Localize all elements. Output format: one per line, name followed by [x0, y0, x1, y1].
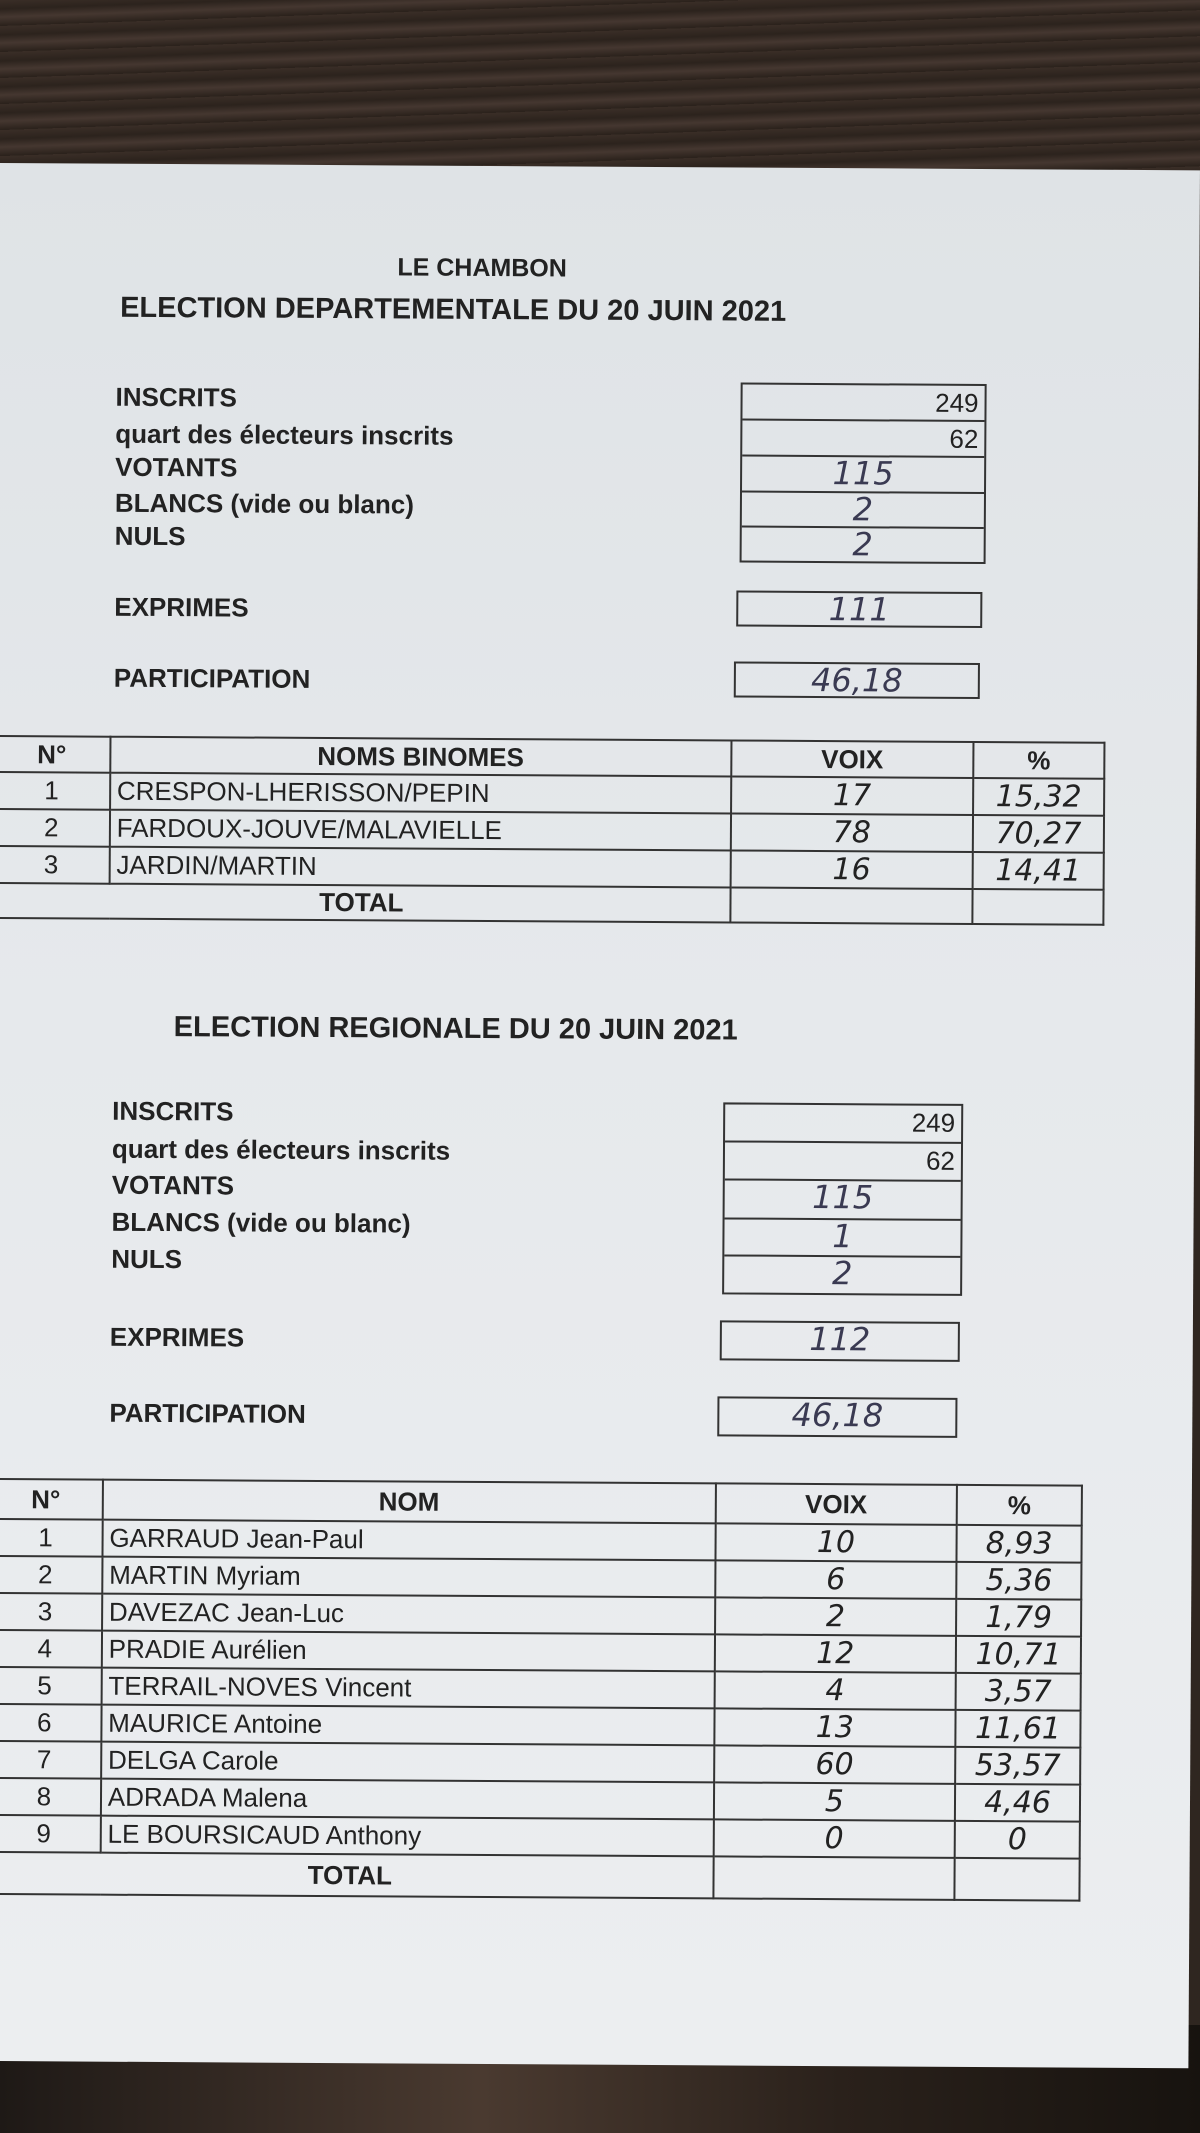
row-pct: 3,57: [956, 1673, 1081, 1711]
reg-nuls-label: NULS: [111, 1243, 183, 1275]
reg-total-pct: [954, 1858, 1079, 1901]
reg-header-pct: %: [957, 1485, 1082, 1526]
reg-votants-value: 115: [812, 1177, 874, 1217]
row-num: 1: [0, 1519, 102, 1557]
dep-total-row: [0, 883, 1104, 925]
dep-inscrits-cell: [742, 385, 984, 422]
dep-header-name: NOMS BINOMES: [110, 737, 731, 777]
reg-header-name: NOM: [102, 1480, 715, 1524]
row-name: LE BOURSICAUD Anthony: [100, 1816, 713, 1857]
departementale-results-table: [0, 735, 1105, 926]
reg-votants-label: VOTANTS: [111, 1169, 235, 1201]
row-voix: 2: [715, 1597, 957, 1635]
row-voix: 0: [713, 1819, 955, 1857]
row-voix: 12: [714, 1634, 956, 1672]
dep-inscrits-label: INSCRITS: [115, 381, 238, 413]
row-voix: 13: [714, 1708, 956, 1746]
row-pct: 14,41: [973, 852, 1104, 890]
row-num: 8: [0, 1778, 101, 1816]
reg-nuls-cell: [724, 1256, 960, 1293]
dep-participation-label: PARTICIPATION: [113, 662, 311, 694]
row-num: 6: [0, 1704, 101, 1742]
regionale-title: ELECTION REGIONALE DU 20 JUIN 2021: [173, 1011, 738, 1047]
row-voix: 5: [713, 1782, 955, 1820]
row-pct: 70,27: [973, 815, 1104, 853]
dep-exprimes-label: EXPRIMES: [114, 591, 249, 623]
row-voix: 60: [714, 1745, 956, 1783]
reg-quart-label: quart des électeurs inscrits: [111, 1133, 451, 1166]
reg-votants-cell: [725, 1177, 961, 1220]
table-surface-top: [0, 0, 1200, 175]
row-name: TERRAIL-NOVES Vincent: [101, 1668, 714, 1709]
row-name: DELGA Carole: [101, 1742, 714, 1783]
dep-header-voix: VOIX: [731, 740, 974, 777]
dep-exprimes-box: [736, 591, 982, 629]
dep-nuls-value: 2: [852, 525, 873, 564]
row-pct: 5,36: [956, 1562, 1081, 1600]
dep-total-pct: [972, 889, 1103, 925]
row-voix: 10: [715, 1523, 957, 1561]
row-num: 2: [0, 1556, 102, 1594]
row-voix: 4: [714, 1671, 956, 1709]
dep-participation-value: 46,18: [810, 660, 903, 700]
dep-participation-box: [734, 661, 980, 699]
results-sheet: [0, 163, 1200, 2068]
row-num: 3: [0, 846, 110, 884]
reg-exprimes-box: [720, 1320, 960, 1361]
row-pct: 10,71: [956, 1636, 1081, 1674]
row-name: MAURICE Antoine: [101, 1705, 714, 1746]
reg-exprimes-value: 112: [809, 1319, 871, 1359]
reg-total-label: TOTAL: [0, 1852, 713, 1898]
row-pct: 11,61: [955, 1710, 1080, 1748]
dep-quart-value: 62: [949, 423, 979, 454]
dep-blancs-cell: [742, 490, 984, 529]
row-voix: 78: [730, 813, 973, 851]
reg-header-voix: VOIX: [715, 1483, 957, 1524]
row-name: ADRADA Malena: [101, 1779, 714, 1820]
dep-quart-label: quart des électeurs inscrits: [115, 418, 454, 451]
reg-inscrits-value: 249: [911, 1107, 956, 1138]
row-num: 9: [0, 1815, 101, 1853]
reg-quart-cell: [725, 1142, 961, 1181]
row-pct: 0: [955, 1821, 1080, 1859]
row-voix: 16: [730, 850, 973, 888]
dep-votants-cell: [742, 454, 984, 494]
reg-total-voix: [713, 1856, 955, 1899]
row-name: JARDIN/MARTIN: [109, 847, 730, 888]
dep-nuls-cell: [742, 525, 984, 564]
commune-title: LE CHAMBON: [397, 253, 567, 283]
row-num: 2: [0, 809, 110, 847]
row-voix: 6: [715, 1560, 957, 1598]
dep-total-voix: [730, 887, 973, 923]
reg-header-row: [0, 1479, 1082, 1526]
dep-blancs-label: BLANCS (vide ou blanc): [114, 487, 415, 520]
dep-header-num: N°: [0, 736, 110, 773]
departementale-title: ELECTION DEPARTEMENTALE DU 20 JUIN 2021: [120, 291, 787, 328]
dep-blancs-value: 2: [852, 490, 874, 529]
dep-inscrits-value: 249: [935, 387, 979, 418]
reg-quart-value: 62: [925, 1145, 956, 1176]
reg-blancs-label: BLANCS (vide ou blanc): [111, 1206, 411, 1239]
row-pct: 53,57: [955, 1747, 1080, 1785]
row-name: MARTIN Myriam: [102, 1557, 715, 1598]
dep-votants-value: 115: [832, 454, 894, 493]
row-num: 4: [0, 1630, 102, 1668]
reg-nuls-value: 2: [831, 1254, 853, 1293]
reg-exprimes-label: EXPRIMES: [109, 1321, 245, 1353]
row-name: CRESPON-LHERISSON/PEPIN: [110, 773, 731, 814]
reg-inscrits-cell: [725, 1104, 961, 1143]
row-num: 7: [0, 1741, 101, 1779]
row-name: DAVEZAC Jean-Luc: [102, 1594, 715, 1635]
reg-blancs-value: 1: [832, 1217, 853, 1256]
reg-participation-value: 46,18: [791, 1395, 884, 1435]
dep-quart-cell: [742, 421, 984, 458]
dep-votants-label: VOTANTS: [115, 451, 238, 483]
row-name: GARRAUD Jean-Paul: [102, 1520, 715, 1561]
row-num: 3: [0, 1593, 102, 1631]
dep-total-label: TOTAL: [0, 883, 730, 923]
row-pct: 1,79: [956, 1599, 1081, 1637]
reg-blancs-cell: [724, 1219, 960, 1257]
reg-participation-label: PARTICIPATION: [109, 1397, 306, 1429]
dep-counts-box: [740, 383, 987, 564]
row-pct: 8,93: [957, 1525, 1082, 1563]
dep-nuls-label: NULS: [114, 520, 186, 552]
row-name: PRADIE Aurélien: [102, 1631, 715, 1672]
reg-header-num: N°: [0, 1479, 103, 1520]
row-num: 1: [0, 772, 110, 810]
row-num: 5: [0, 1667, 102, 1705]
dep-exprimes-value: 111: [828, 590, 890, 629]
dep-header-pct: %: [973, 742, 1104, 779]
row-pct: 4,46: [955, 1784, 1080, 1822]
reg-counts-box: [722, 1102, 963, 1295]
reg-inscrits-label: INSCRITS: [112, 1095, 234, 1127]
row-name: FARDOUX-JOUVE/MALAVIELLE: [110, 810, 731, 851]
reg-participation-box: [717, 1396, 957, 1437]
regionale-results-table: [0, 1478, 1083, 1902]
row-voix: 17: [731, 776, 974, 814]
reg-total-row: [0, 1852, 1080, 1901]
row-pct: 15,32: [973, 778, 1104, 816]
